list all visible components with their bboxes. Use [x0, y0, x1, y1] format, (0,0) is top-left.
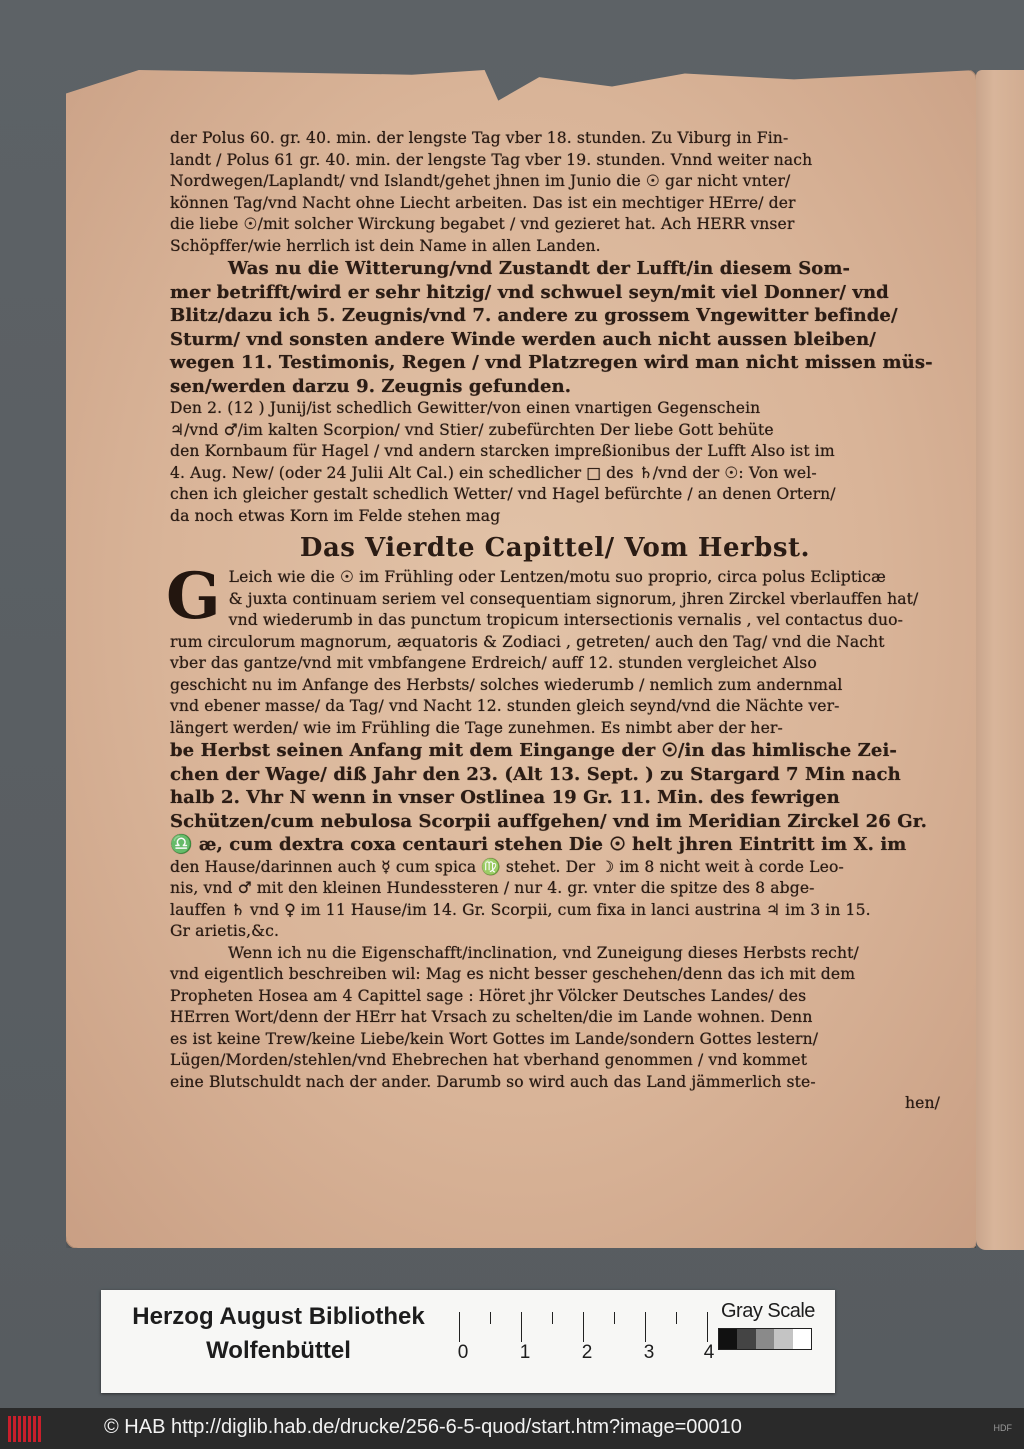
ruler-tick [645, 1312, 646, 1342]
gray-scale-swatches [718, 1328, 812, 1350]
text-line: Schützen/cum nebulosa Scorpii auffgehen/ vnd im Meridian Zirckel 26 Gr. [170, 810, 927, 832]
text-line: Gr arietis,&c. [170, 922, 280, 940]
catchword: hen/ [905, 1094, 940, 1112]
ruler-tick [614, 1312, 615, 1324]
text-line: Was nu die Witterung/vnd Zustandt der Lufft/in diesem Som- [228, 258, 851, 279]
adjacent-page-edge [976, 70, 1024, 1250]
gray-swatch [793, 1329, 811, 1349]
institution-line-1: Herzog August Bibliothek [132, 1303, 425, 1330]
text-line: & juxta continuam seriem vel consequentiam signorum, jhren Zirckel vberlauffen hat/ [228, 589, 919, 608]
text-line: ♃/vnd ♂/im kalten Scorpion/ vnd Stier/ zubefürchten Der liebe Gott behüte [170, 420, 774, 439]
text-line: Leich wie die ☉ im Frühling oder Lentzen/motu suo proprio, circa polus Eclipticæ [228, 568, 886, 586]
page-text [166, 128, 940, 1115]
text-line: Sturm/ vnd sonsten andere Winde werden auch nicht aussen bleiben/ [170, 328, 876, 350]
text-line: Propheten Hosea am 4 Capittel sage : Höret jhr Völcker Deutsches Landes/ des [170, 986, 807, 1005]
text-line: eine Blutschuldt nach der ander. Darumb so wird auch das Land jämmerlich ste- [170, 1072, 816, 1091]
paragraph-3 [170, 398, 940, 527]
chapter-heading: Das Vierdte Capittel/ Vom Herbst. [299, 533, 811, 563]
ruler-number: 2 [581, 1342, 593, 1363]
text-line: vber das gantze/vnd mit vmbfangene Erdreich/ auff 12. stunden vergleichet Also [170, 654, 817, 672]
text-line: den Hause/darinnen auch ☿ cum spica ♍ stehet. Der ☽ im 8 nicht weit à corde Leo- [170, 857, 844, 876]
gray-swatch [719, 1329, 737, 1349]
text-line: halb 2. Vhr N wenn in vnser Ostlinea 19 Gr. 11. Min. des fewrigen [170, 787, 840, 808]
text-line: längert werden/ wie im Frühling die Tage zunehmen. Es nimbt aber der her- [170, 718, 783, 737]
text-line: rum circulorum magnorum, æquatoris & Zodiaci , getreten/ auch den Tag/ vnd die Nacht [170, 632, 885, 651]
text-line: da noch etwas Korn im Felde stehen mag [170, 506, 501, 525]
text-line: die liebe ☉/mit solcher Wirckung begabet / vnd gezieret hat. Ach HERR vnser [170, 215, 795, 233]
ruler-tick [459, 1312, 460, 1342]
ruler-tick [490, 1312, 491, 1324]
text-line: Wenn ich nu die Eigenschafft/inclination, vnd Zuneigung dieses Herbsts recht/ [228, 943, 859, 962]
gray-swatch [737, 1329, 755, 1349]
paragraph-2 [170, 257, 940, 398]
text-line: ♎ æ, cum dextra coxa centauri stehen Die ☉ helt jhren Eintritt im X. im [170, 834, 907, 855]
text-line: Schöpffer/wie herrlich ist dein Name in allen Landen. [170, 236, 601, 255]
text-line: chen ich gleicher gestalt schedlich Wetter/ vnd Hagel befürchte / an denen Ortern/ [170, 485, 836, 503]
text-line: können Tag/vnd Nacht ohne Liecht arbeiten. Das ist ein mechtiger HErre/ der [170, 193, 796, 212]
text-line: vnd wiederumb in das punctum tropicum intersectionis vernalis , vel contactus duo- [228, 611, 903, 629]
text-line: der Polus 60. gr. 40. min. der lengste Tag vber 18. stunden. Zu Viburg in Fin- [170, 129, 789, 147]
text-line: geschicht nu im Anfange des Herbsts/ solches wiederumb / nemlich zum andernmal [170, 675, 843, 694]
paragraph-1 [170, 128, 940, 257]
ruler-tick [521, 1312, 522, 1342]
gray-swatch [774, 1329, 792, 1349]
ruler-number: 3 [643, 1342, 655, 1363]
text-line: Blitz/dazu ich 5. Zeugnis/vnd 7. andere zu grossem Vngewitter befinde/ [170, 305, 898, 326]
ruler-tick [552, 1312, 553, 1324]
text-line: vnd eigentlich beschreiben wil: Mag es nicht besser geschehen/denn das ich mit dem [170, 965, 856, 983]
ruler-tick [676, 1312, 677, 1324]
institution-name [101, 1300, 456, 1368]
text-line: Nordwegen/Laplandt/ vnd Islandt/gehet jhnen im Junio die ☉ gar nicht vnter/ [170, 172, 791, 190]
text-line: wegen 11. Testimonis, Regen / vnd Platzregen wird man nicht missen müs- [170, 352, 933, 373]
drop-cap-initial: G [166, 559, 221, 634]
footer-bar [0, 1408, 1024, 1449]
text-line: den Kornbaum für Hagel / vnd andern starcken impreßionibus der Lufft Also ist im [170, 442, 835, 460]
text-line: sen/werden darzu 9. Zeugnis gefunden. [170, 375, 572, 397]
gray-scale-label: Gray Scale [721, 1300, 815, 1322]
paragraph-5 [170, 943, 940, 1115]
text-line: Den 2. (12 ) Junij/ist schedlich Gewitter/von einen vnartigen Gegenschein [170, 399, 761, 417]
ruler-tick [583, 1312, 584, 1342]
text-line: lauffen ♄ vnd ♀ im 11 Hause/im 14. Gr. Scorpii, cum fixa in lanci austrina ♃ im 3 in 15. [170, 900, 871, 919]
hab-logo-icon [8, 1416, 46, 1442]
text-line: landt / Polus 61 gr. 40. min. der lengste Tag vber 19. stunden. Vnnd weiter nach [170, 150, 813, 169]
centimeter-ruler [457, 1290, 715, 1393]
text-line: vnd ebener masse/ da Tag/ vnd Nacht 12. stunden gleich seynd/vnd die Nächte ver- [170, 697, 840, 715]
institution-line-2: Wolfenbüttel [206, 1337, 351, 1364]
paragraph-4 [166, 559, 940, 943]
text-line: mer betrifft/wird er sehr hitzig/ vnd schwuel seyn/mit viel Donner/ vnd [170, 281, 889, 303]
text-line: nis, vnd ♂ mit den kleinen Hundessteren / nur 4. gr. vnter die spitze des 8 abge- [170, 879, 815, 897]
color-scale-bar [101, 1290, 835, 1393]
ruler-number: 4 [703, 1342, 715, 1363]
ruler-tick [707, 1312, 708, 1342]
footer-mark: HDF [993, 1423, 1012, 1433]
gray-swatch [756, 1329, 774, 1349]
text-line: 4. Aug. New/ (oder 24 Julii Alt Cal.) ein schedlicher □ des ♄/vnd der ☉: Von wel- [170, 463, 817, 482]
text-line: be Herbst seinen Anfang mit dem Eingange der ☉/in das himlische Zei- [170, 740, 897, 761]
ruler-number: 0 [457, 1342, 469, 1363]
text-line: chen der Wage/ diß Jahr den 23. (Alt 13. Sept. ) zu Stargard 7 Min nach [170, 763, 901, 785]
text-line: HErren Wort/denn der HErr hat Vrsach zu schelten/die im Lande wohnen. Denn [170, 1008, 813, 1026]
ruler-number: 1 [519, 1342, 531, 1363]
copyright-url[interactable]: © HAB http://diglib.hab.de/drucke/256-6-5-quod/start.htm?image=00010 [104, 1416, 742, 1438]
text-line: es ist keine Trew/keine Liebe/kein Wort Gottes im Lande/sondern Gottes lestern/ [170, 1029, 819, 1048]
text-line: Lügen/Morden/stehlen/vnd Ehebrechen hat vberhand genommen / vnd kommet [170, 1051, 808, 1069]
